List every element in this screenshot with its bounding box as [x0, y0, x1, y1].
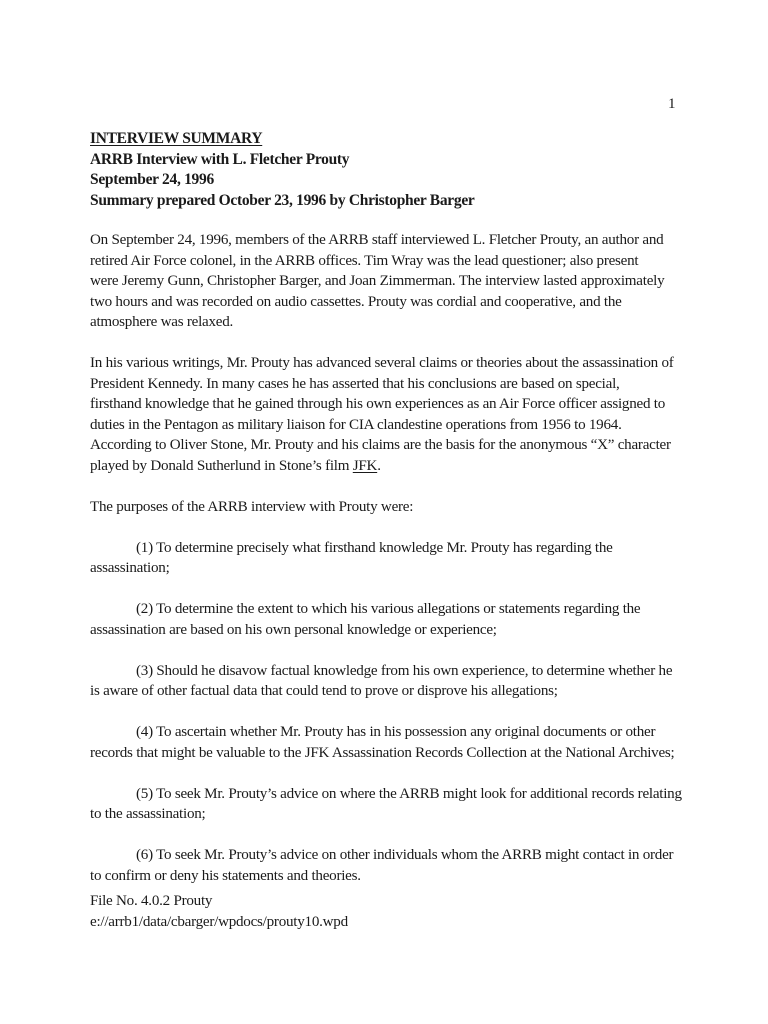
document-title: INTERVIEW SUMMARY [90, 130, 263, 147]
paragraph-line: two hours and was recorded on audio cassettes. Prouty was cordial and cooperative, and the [90, 293, 622, 310]
file-number: File No. 4.0.2 Prouty [90, 893, 213, 909]
paragraph-line: President Kennedy. In many cases he has asserted that his conclusions are based on special, [90, 375, 620, 392]
purpose-item [90, 538, 680, 579]
page-number: 1 [668, 96, 676, 112]
interview-date: September 24, 1996 [90, 171, 214, 188]
purpose-line-first: (3) Should he disavow factual knowledge from his own experience, to determine whether he [136, 662, 673, 679]
purpose-line-first: (1) To determine precisely what firsthand knowledge Mr. Prouty has regarding the [136, 539, 613, 556]
purpose-line-cont: records that might be valuable to the JFK Assassination Records Collection at the National Archives; [90, 744, 675, 761]
purpose-item [90, 661, 680, 702]
paragraph-line [90, 456, 680, 477]
purpose-line-first: (5) To seek Mr. Prouty’s advice on where the ARRB might look for additional records relating [136, 785, 682, 802]
purposes-intro [90, 497, 680, 518]
purpose-line-first: (4) To ascertain whether Mr. Prouty has in his possession any original documents or other [136, 724, 656, 740]
paragraph-line: firsthand knowledge that he gained through his own experiences as an Air Force officer assigned to [90, 396, 666, 412]
file-path: e://arrb1/data/cbarger/wpdocs/prouty10.wpd [90, 913, 348, 930]
film-title-jfk: JFK [352, 457, 378, 474]
paragraph-line: duties in the Pentagon as military liaison for CIA clandestine operations from 1956 to 1964. [90, 416, 622, 433]
purpose-line-first: (2) To determine the extent to which his various allegations or statements regarding the [136, 601, 641, 617]
prepared-by-line: Summary prepared October 23, 1996 by Christopher Barger [90, 191, 475, 209]
paragraph-line: retired Air Force colonel, in the ARRB offices. Tim Wray was the lead questioner; also present [90, 252, 639, 269]
paragraph-line: atmosphere was relaxed. [90, 314, 234, 330]
paragraph-line: In his various writings, Mr. Prouty has advanced several claims or theories about the assassination of [90, 355, 674, 371]
document-body [90, 230, 680, 907]
interview-subtitle: ARRB Interview with L. Fletcher Prouty [90, 150, 350, 168]
purpose-line-cont: to confirm or deny his statements and theories. [90, 867, 361, 884]
document-footer [90, 891, 680, 932]
purpose-item [90, 722, 680, 763]
purpose-line-cont: is aware of other factual data that could tend to prove or disprove his allegations; [90, 683, 558, 699]
purpose-line-first: (6) To seek Mr. Prouty’s advice on other individuals whom the ARRB might contact in order [136, 847, 674, 863]
paragraph-line: The purposes of the ARRB interview with Prouty were: [90, 498, 414, 515]
background-paragraph [90, 353, 680, 476]
paragraph-line: On September 24, 1996, members of the ARRB staff interviewed L. Fletcher Prouty, an author and [90, 232, 664, 248]
paragraph-line: According to Oliver Stone, Mr. Prouty and his claims are the basis for the anonymous “X” character [90, 437, 671, 453]
purpose-line-cont: assassination; [90, 560, 170, 576]
paragraph-line: were Jeremy Gunn, Christopher Barger, and Joan Zimmerman. The interview lasted approximately [90, 273, 665, 289]
purpose-line-cont: to the assassination; [90, 806, 206, 822]
line-text: played by Donald Sutherlund in Stone’s film [90, 457, 353, 474]
intro-paragraph [90, 230, 680, 333]
document-header [90, 129, 690, 211]
purpose-item [90, 845, 680, 886]
purpose-item [90, 599, 680, 640]
purpose-item [90, 784, 680, 825]
line-text: . [377, 457, 381, 474]
purpose-line-cont: assassination are based on his own personal knowledge or experience; [90, 621, 497, 638]
